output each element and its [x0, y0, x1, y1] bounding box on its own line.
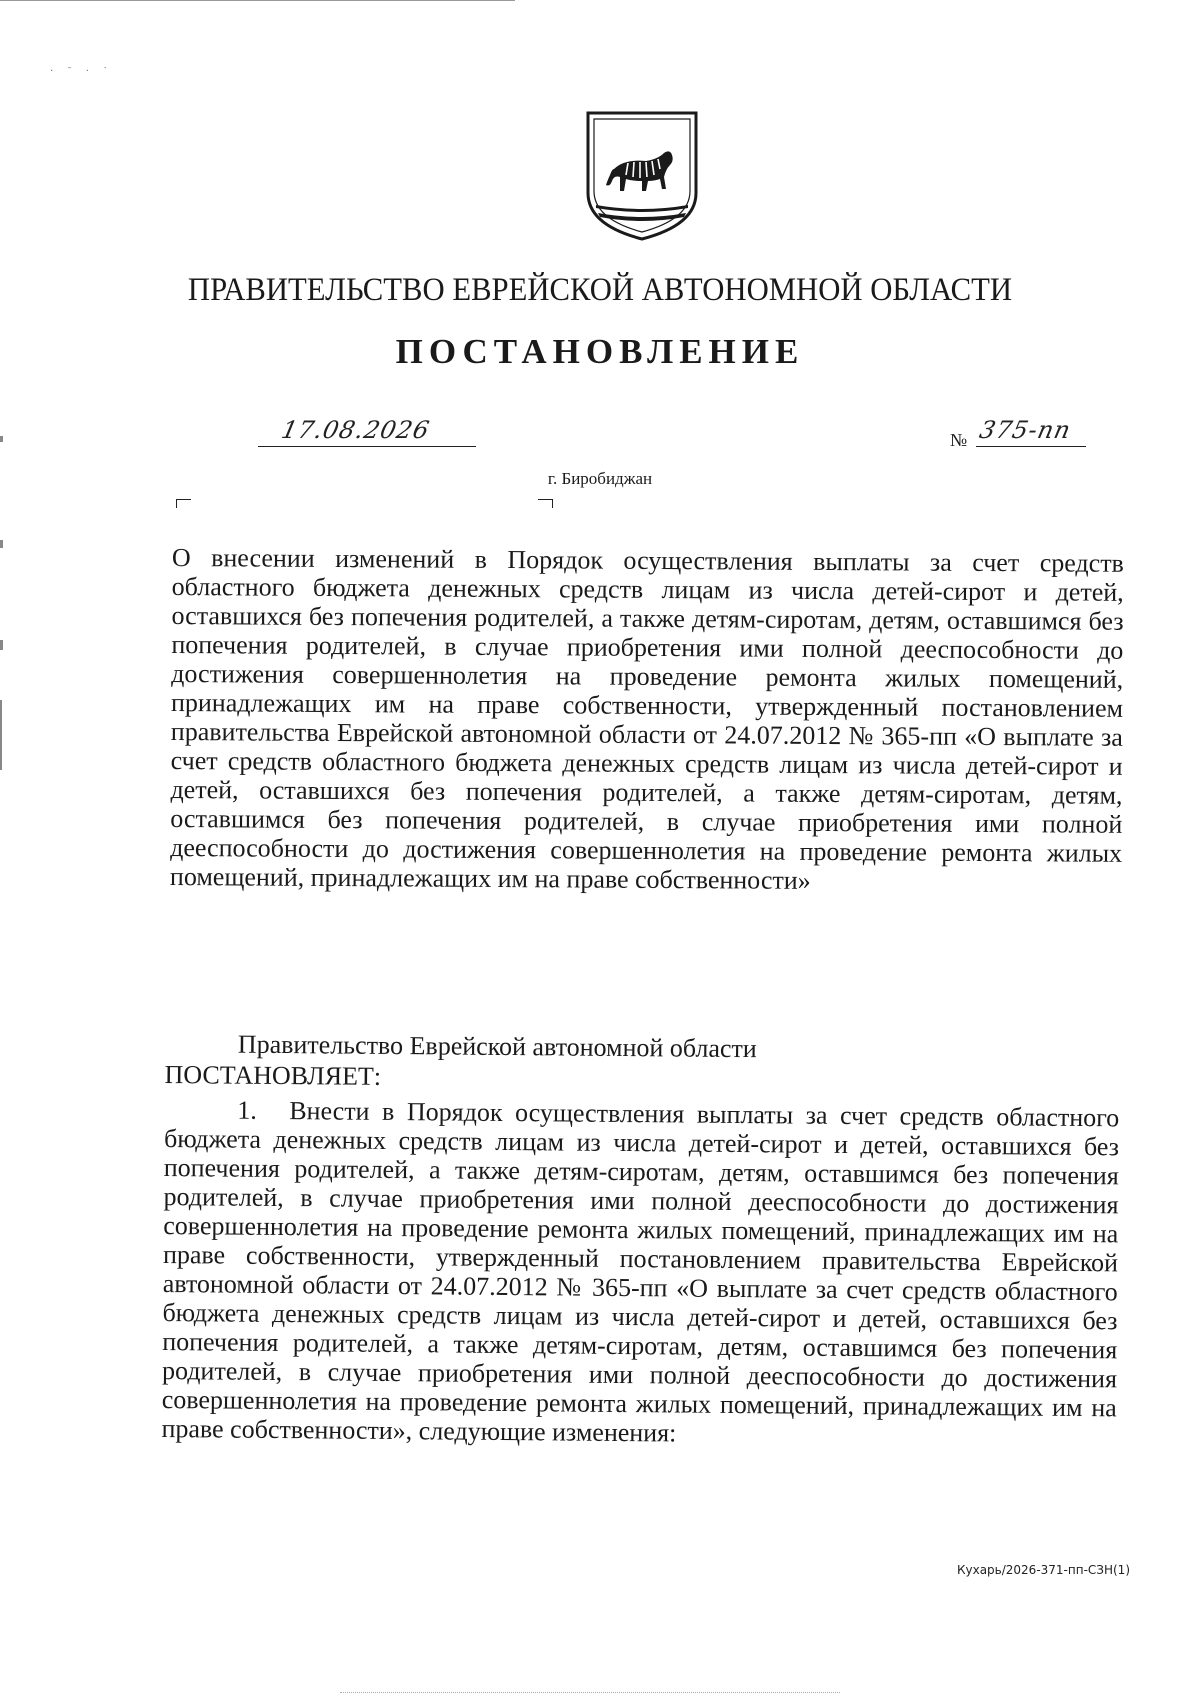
number-sign: № — [950, 430, 968, 450]
handwritten-number: 375-пп — [977, 416, 1074, 444]
document-body — [161, 1029, 1120, 1451]
resolves-heading: ПОСТАНОВЛЯЕТ: — [164, 1059, 382, 1091]
subject-corner-bracket-left — [176, 499, 191, 508]
date-field — [258, 416, 476, 447]
scan-edge-mark — [0, 640, 3, 650]
handwritten-date: 17.08.2026 — [279, 416, 433, 444]
scan-top-edge-line — [0, 0, 515, 1]
point-number: 1. — [237, 1095, 257, 1125]
subject-corner-bracket-right — [538, 499, 553, 508]
number-underline — [976, 416, 1086, 447]
government-title: ПРАВИТЕЛЬСТВО ЕВРЕЙСКОЙ АВТОНОМНОЙ ОБЛАСТИ — [187, 272, 1013, 308]
city-name: г. Биробиджан — [547, 469, 653, 488]
coat-of-arms-tiger-icon — [584, 107, 700, 243]
scan-edge-mark — [0, 436, 3, 442]
scan-edge-mark — [0, 700, 2, 770]
point-1 — [161, 1095, 1119, 1451]
footer-document-code: Кухарь/2026-371-пп-СЗН(1) — [956, 1563, 1130, 1577]
scan-bottom-edge — [340, 1692, 840, 1694]
document-type-heading: ПОСТАНОВЛЕНИЕ — [395, 332, 805, 371]
scan-edge-mark — [0, 540, 3, 548]
point-text: Внести в Порядок осуществления выплаты за счет средств областного бюджета денежных средств лицам из числа детей-сирот и детей, оставшихся без попечения родителей, а также детям-сиротам, детям, оставшимся без попечения родителей, в случае приобретения ими полной дееспособности до достижения совершеннолетия на проведение ремонта жилых помещений, принадлежащих им на праве собственности, утвержденный постановлением правительства Еврейской автономной области от 24.07.2012 № 365-пп «О выплате за счет средств областного бюджета денежных средств лицам из числа детей-сирот и детей, оставшихся без попечения родителей, а также детям-сиротам, детям, оставшимся без попечения родителей, в случае приобретения ими полной дееспособности до достижения совершеннолетия на проведение ремонта жилых помещений, принадлежащих им на праве собственности», следующие изменения: — [161, 1096, 1120, 1448]
preamble: Правительство Еврейской автономной области — [237, 1029, 757, 1064]
document-subject: О внесении изменений в Порядок осуществления выплаты за счет средств областного бюджета денежных средств лицам из числа детей-сирот и детей, оставшихся без попечения родителей, а также детям-сиротам, детям, оставшимся без попечения родителей, в случае приобретения ими полной дееспособности до достижения совершеннолетия на проведение ремонта жилых помещений, принадлежащих им на праве собственности, утвержденный постановлением правительства Еврейской автономной области от 24.07.2012 № 365-пп «О выплате за счет средств областного бюджета денежных средств лицам из числа детей-сирот и детей, оставшихся без попечения родителей, а также детям-сиротам, детям, оставшимся без попечения родителей, в случае приобретения ими полной дееспособности до достижения совершеннолетия на проведение ремонта жилых помещений, принадлежащих им на праве собственности» — [169, 543, 1124, 895]
scan-noise-marks: · ˉ · ˙ — [50, 66, 113, 77]
